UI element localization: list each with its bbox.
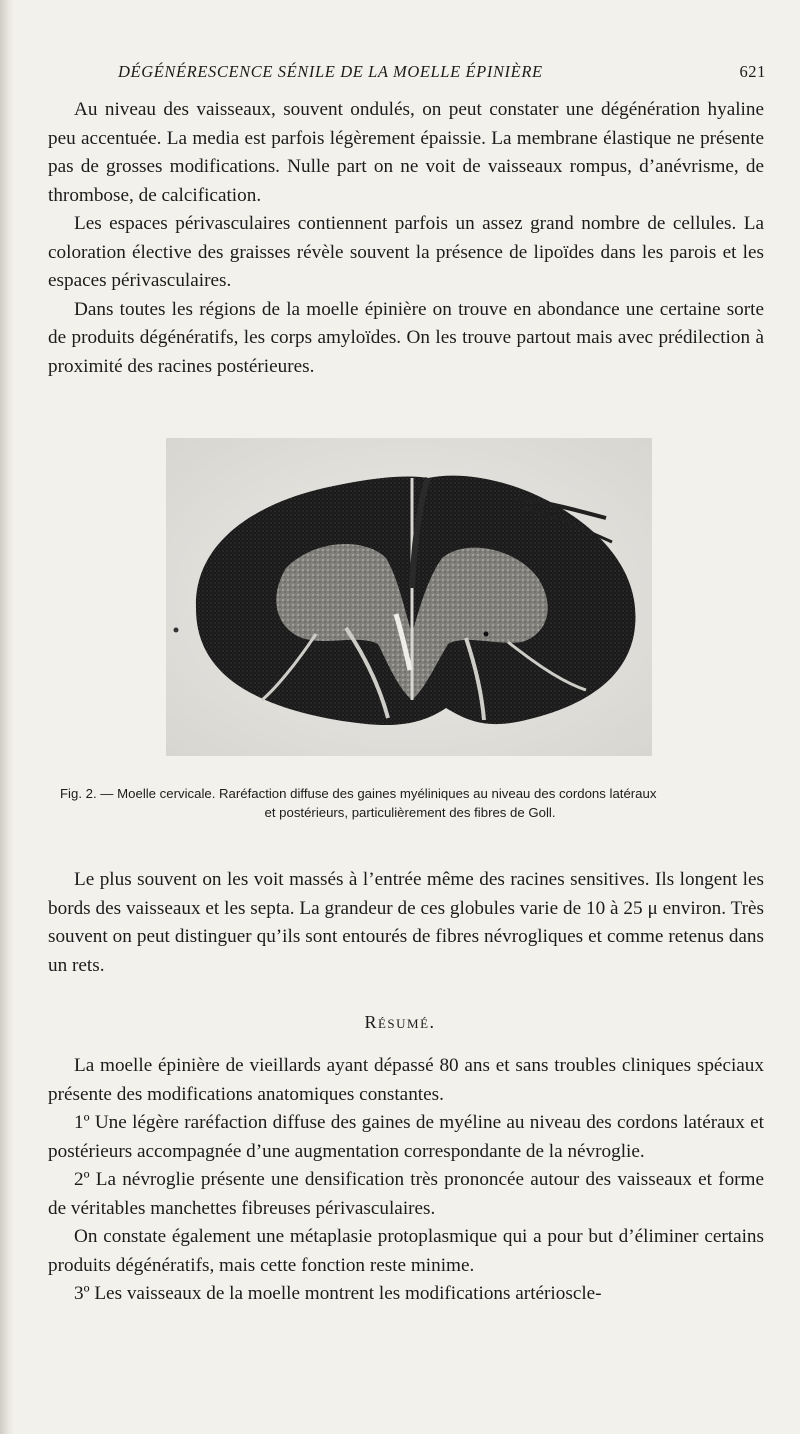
spinal-cord-section-image — [166, 438, 652, 756]
running-title: DÉGÉNÉRESCENCE SÉNILE DE LA MOELLE ÉPINIÈRE — [118, 62, 543, 81]
resume-paragraph-intro: La moelle épinière de vieillards ayant dépassé 80 ans et sans troubles cliniques spéciaux présente des modifications anatomiques constantes. — [48, 1055, 764, 1105]
paragraph-vessels: Au niveau des vaisseaux, souvent ondulés, on peut constater une dégénération hyaline peu accentuée. La media est parfois légèrement épaissie. La membrane élastique ne présente pas de grosses modifications. Nulle part on ne voit de vaisseaux rompus, d’anévrisme, de thrombose, de calcification. — [48, 99, 764, 206]
resume-paragraph-1: 1º Une légère raréfaction diffuse des gaines de myéline au niveau des cordons latéraux et postérieurs accompagnée d’une augmentation correspondante de la névroglie. — [48, 1112, 764, 1162]
caption-line-1: Fig. 2. — Moelle cervicale. Raréfaction diffuse des gaines myéliniques au niveau des cordons latéraux — [60, 786, 657, 801]
figure-photo — [166, 438, 652, 756]
paragraph-amyloid: Dans toutes les régions de la moelle épinière on trouve en abondance une certaine sorte de produits dégénératifs, les corps amyloïdes. On les trouve partout mais avec prédilection à proximité des racines postérieures. — [48, 298, 764, 377]
page-spine-shadow — [0, 0, 14, 1434]
resume-paragraph-2: 2º La névroglie présente une densification très prononcée autour des vaisseaux et forme de véritables manchettes fibreuses périvasculaires. — [48, 1169, 764, 1219]
resume-text-block — [48, 1052, 764, 1309]
figure-caption — [60, 784, 760, 822]
paragraph-roots: Le plus souvent on les voit massés à l’entrée même des racines sensitives. Ils longent les bords des vaisseaux et les septa. La grandeur de ces globules varie de 10 à 25 μ environ. Très souvent on peut distinguer qu’ils sont entourés de fibres névrogliques et comme retenus dans un rets. — [48, 869, 764, 976]
middle-text-block — [48, 866, 764, 980]
paragraph-perivascular: Les espaces périvasculaires contiennent parfois un assez grand nombre de cellules. La coloration élective des graisses révèle souvent la présence de lipoïdes dans les parois et les espaces périvasculaires. — [48, 213, 764, 291]
running-header — [118, 62, 768, 88]
top-text-block — [48, 96, 764, 381]
page-number: 621 — [739, 62, 766, 81]
resume-paragraph-metaplasia: On constate également une métaplasie protoplasmique qui a pour but d’éliminer certains produits dégénératifs, mais cette fonction reste minime. — [48, 1226, 764, 1276]
caption-line-2: et postérieurs, particulièrement des fibres de Goll. — [264, 805, 556, 820]
section-heading-resume: Résumé. — [364, 1012, 436, 1032]
resume-paragraph-3: 3º Les vaisseaux de la moelle montrent les modifications artérioscle- — [74, 1283, 602, 1304]
